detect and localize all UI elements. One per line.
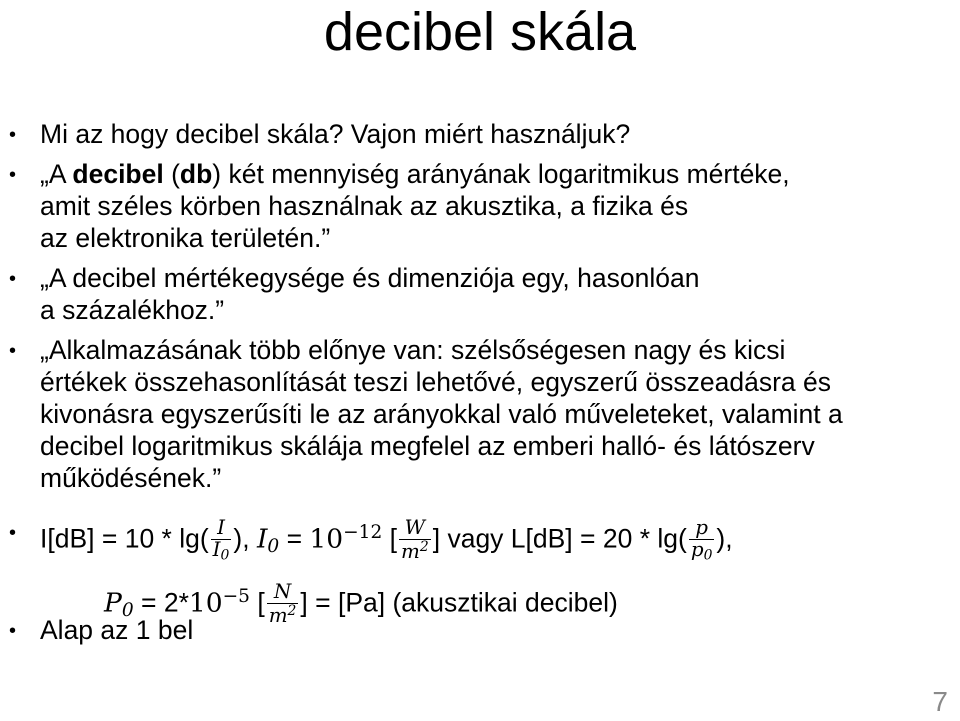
text-fragment: ) két mennyiség arányának logaritmikus mértéke, xyxy=(212,159,790,189)
fraction-denominator xyxy=(399,540,431,563)
bullet-item xyxy=(9,158,955,254)
slide-title: decibel skála xyxy=(323,2,637,62)
den-symbol: m xyxy=(268,603,288,627)
bullet-text-line: az elektronika területén.” xyxy=(40,223,331,253)
den-subscript: 0 xyxy=(220,547,230,564)
formula-text: = 2* xyxy=(133,587,189,618)
bullet-text-line: decibel logaritmikus skálája megfelel az emberi halló- és látószerv xyxy=(40,431,815,461)
symbol-p: P xyxy=(104,587,122,619)
fraction-numerator: I xyxy=(211,518,232,540)
subscript: 0 xyxy=(267,535,280,557)
formula-text: ] xyxy=(432,523,441,554)
fraction-p-over-p0 xyxy=(689,515,715,564)
bullet-item xyxy=(9,614,955,646)
fraction-denominator xyxy=(211,537,232,564)
fraction-i-over-i0 xyxy=(211,515,232,564)
bullet-item xyxy=(9,334,955,494)
formula-text: ), xyxy=(716,523,733,554)
fraction-w-over-m2 xyxy=(399,515,431,563)
power-exponent: −12 xyxy=(343,522,383,543)
fraction-numerator: N xyxy=(267,582,299,604)
formula-text: = xyxy=(279,523,310,554)
formula-text: I[dB] = 10 * lg( xyxy=(40,523,209,554)
formula-text: ), xyxy=(233,523,250,554)
bullet-dot-icon: • xyxy=(9,620,17,642)
bullet-dot-icon: • xyxy=(9,340,17,362)
den-superscript: 2 xyxy=(419,538,429,555)
formula-text: ] xyxy=(300,587,308,618)
formula-text: vagy L[dB] = 20 * lg( xyxy=(447,523,687,554)
power-base: 10 xyxy=(309,523,344,555)
den-symbol: m xyxy=(401,539,420,563)
formula-text: [ xyxy=(249,587,265,618)
bullet-text: Mi az hogy decibel skála? Vajon miért használjuk? xyxy=(40,119,631,149)
bullet-dot-icon: • xyxy=(9,164,17,186)
bullet-text-line: kivonásra egyszerűsíti le az arányokkal való műveleteket, valamint a xyxy=(40,399,843,429)
bullet-text-line: értékek összehasonlítását teszi lehetővé, egyszerű összeadásra és xyxy=(40,367,832,397)
fraction-numerator: W xyxy=(399,518,431,540)
quote-open: „A xyxy=(40,159,73,189)
bold-term-db: db xyxy=(179,159,213,189)
den-symbol: p xyxy=(690,537,704,561)
page-number: 7 xyxy=(932,686,948,717)
bullet-text-line: működésének.” xyxy=(40,463,222,493)
bullet-item xyxy=(9,262,955,326)
den-superscript: 2 xyxy=(287,602,297,619)
bullet-text: Alap az 1 bel xyxy=(40,615,194,645)
formula-text: = [Pa] (akusztikai decibel) xyxy=(307,587,618,618)
den-symbol: I xyxy=(212,537,221,561)
power-exponent: −5 xyxy=(222,585,250,607)
bullet-text-line: a százalékhoz.” xyxy=(40,295,225,325)
bold-term-decibel: decibel xyxy=(72,159,164,189)
bullet-dot-icon: • xyxy=(9,522,17,544)
fraction-numerator: p xyxy=(689,518,715,540)
subscript: 0 xyxy=(121,599,134,621)
bullet-text-line: amit széles körben használnak az akusztika, a fizika és xyxy=(40,191,689,221)
bullet-text-line: „Alkalmazásának több előnye van: szélsőségesen nagy és kicsi xyxy=(40,335,786,365)
formula-text: [ xyxy=(382,523,397,554)
formula-line-1 xyxy=(40,508,955,572)
bullet-dot-icon: • xyxy=(9,124,17,146)
bullet-text-line xyxy=(40,158,955,190)
bullet-item xyxy=(9,118,955,150)
den-subscript: 0 xyxy=(703,547,713,564)
symbol-i: I xyxy=(256,523,268,555)
bullet-dot-icon: • xyxy=(9,268,17,290)
bullet-text-line: „A decibel mértékegysége és dimenziója egy, hasonlóan xyxy=(40,263,700,293)
text-fragment: ( xyxy=(163,159,180,189)
power-base: 10 xyxy=(188,587,223,619)
fraction-denominator xyxy=(689,537,715,564)
